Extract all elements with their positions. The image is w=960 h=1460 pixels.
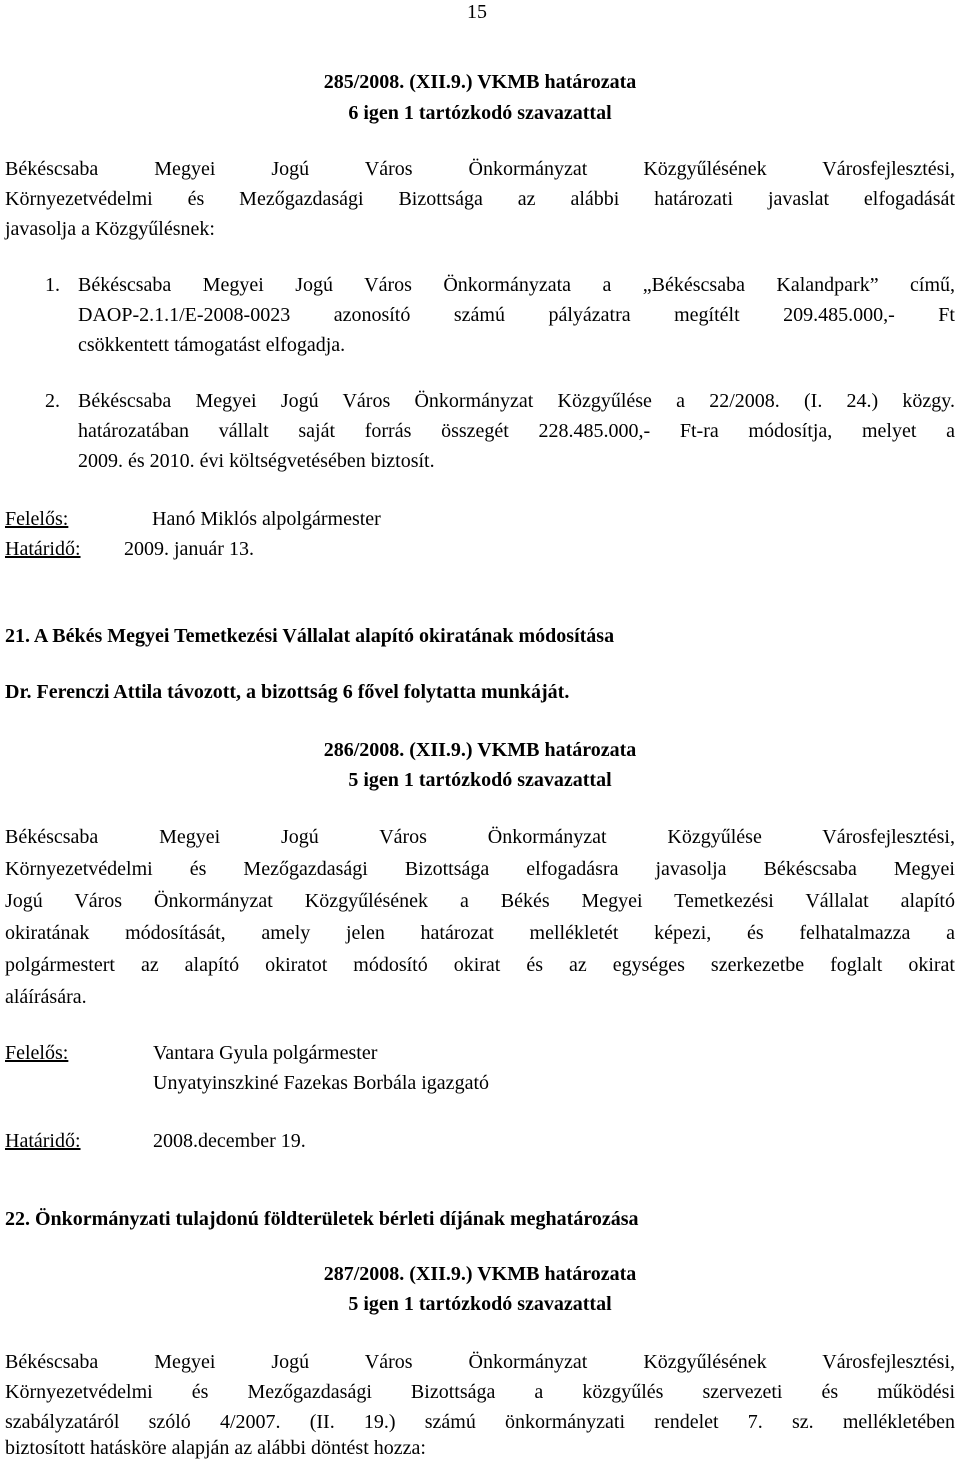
responsible-person: Vantara Gyula polgármester bbox=[153, 1042, 378, 1064]
responsible-person: Unyatyinszkiné Fazekas Borbála igazgató bbox=[153, 1072, 489, 1094]
section-21-note: Dr. Ferenczi Attila távozott, a bizottság 6 fővel folytatta munkáját. bbox=[5, 681, 570, 703]
resolution-285-title: 285/2008. (XII.9.) VKMB határozata bbox=[323, 71, 637, 93]
resolution-285-intro-line: javasolja a Közgyűlésnek: bbox=[5, 218, 215, 240]
page-number: 15 bbox=[467, 1, 487, 23]
resolution-287-body-line: biztosított hatásköre alapján az alábbi döntést hozza: bbox=[5, 1437, 426, 1459]
resolution-287-body-line: Békéscsaba Megyei Jogú Város Önkormányzat Közgyűlésének Városfejlesztési, bbox=[5, 1351, 955, 1373]
resolution-286-body-line: Békéscsaba Megyei Jogú Város Önkormányzat Közgyűlése Városfejlesztési, bbox=[5, 826, 955, 848]
item-2-line: 2009. és 2010. évi költségvetésében biztosít. bbox=[78, 450, 435, 472]
deadline-date: 2009. január 13. bbox=[124, 538, 254, 560]
resolution-285-intro-line: Környezetvédelmi és Mezőgazdasági Bizottsága az alábbi határozati javaslat elfogadását bbox=[5, 188, 955, 210]
resolution-286-body-line: okiratának módosítását, amely jelen határozat mellékletét képezi, és felhatalmazza a bbox=[5, 922, 955, 944]
deadline-label: Határidő: bbox=[5, 538, 81, 560]
resolution-285-vote: 6 igen 1 tartózkodó szavazattal bbox=[348, 102, 612, 124]
item-2-line: Békéscsaba Megyei Jogú Város Önkormányzat Közgyűlése a 22/2008. (I. 24.) közgy. bbox=[78, 390, 955, 412]
resolution-287-vote: 5 igen 1 tartózkodó szavazattal bbox=[348, 1293, 612, 1315]
responsible-label: Felelős: bbox=[5, 508, 69, 530]
item-2-line: határozatában vállalt saját forrás összegét 228.485.000,- Ft-ra módosítja, melyet a bbox=[78, 420, 955, 442]
resolution-286-vote: 5 igen 1 tartózkodó szavazattal bbox=[348, 769, 612, 791]
resolution-287-body-line: szabályzatáról szóló 4/2007. (II. 19.) számú önkormányzati rendelet 7. sz. mellékletében bbox=[5, 1411, 955, 1433]
resolution-286-title: 286/2008. (XII.9.) VKMB határozata bbox=[323, 739, 637, 761]
section-21-heading: 21. A Békés Megyei Temetkezési Vállalat alapító okiratának módosítása bbox=[5, 625, 615, 647]
resolution-287-title: 287/2008. (XII.9.) VKMB határozata bbox=[323, 1263, 637, 1285]
responsible-person: Hanó Miklós alpolgármester bbox=[152, 508, 381, 530]
item-2-number: 2. bbox=[45, 390, 60, 412]
resolution-286-body-line: Környezetvédelmi és Mezőgazdasági Bizottsága elfogadásra javasolja Békéscsaba Megyei bbox=[5, 858, 955, 880]
resolution-287-body-line: Környezetvédelmi és Mezőgazdasági Bizottsága a közgyűlés szervezeti és működési bbox=[5, 1381, 955, 1403]
deadline-label: Határidő: bbox=[5, 1130, 81, 1152]
item-1-line: DAOP-2.1.1/E-2008-0023 azonosító számú pályázatra megítélt 209.485.000,- Ft bbox=[78, 304, 955, 326]
resolution-286-body-line: polgármestert az alapító okiratot módosító okirat és az egységes szerkezetbe foglalt okirat bbox=[5, 954, 955, 976]
item-1-number: 1. bbox=[45, 274, 60, 296]
section-22-heading: 22. Önkormányzati tulajdonú földterületek bérleti díjának meghatározása bbox=[5, 1208, 639, 1230]
item-1-line: Békéscsaba Megyei Jogú Város Önkormányzata a „Békéscsaba Kalandpark” című, bbox=[78, 274, 955, 296]
deadline-date: 2008.december 19. bbox=[153, 1130, 306, 1152]
item-1-line: csökkentett támogatást elfogadja. bbox=[78, 334, 346, 356]
responsible-label: Felelős: bbox=[5, 1042, 69, 1064]
resolution-285-intro-line: Békéscsaba Megyei Jogú Város Önkormányzat Közgyűlésének Városfejlesztési, bbox=[5, 158, 955, 180]
resolution-286-body-line: aláírására. bbox=[5, 986, 87, 1008]
resolution-286-body-line: Jogú Város Önkormányzat Közgyűlésének a Békés Megyei Temetkezési Vállalat alapító bbox=[5, 890, 955, 912]
